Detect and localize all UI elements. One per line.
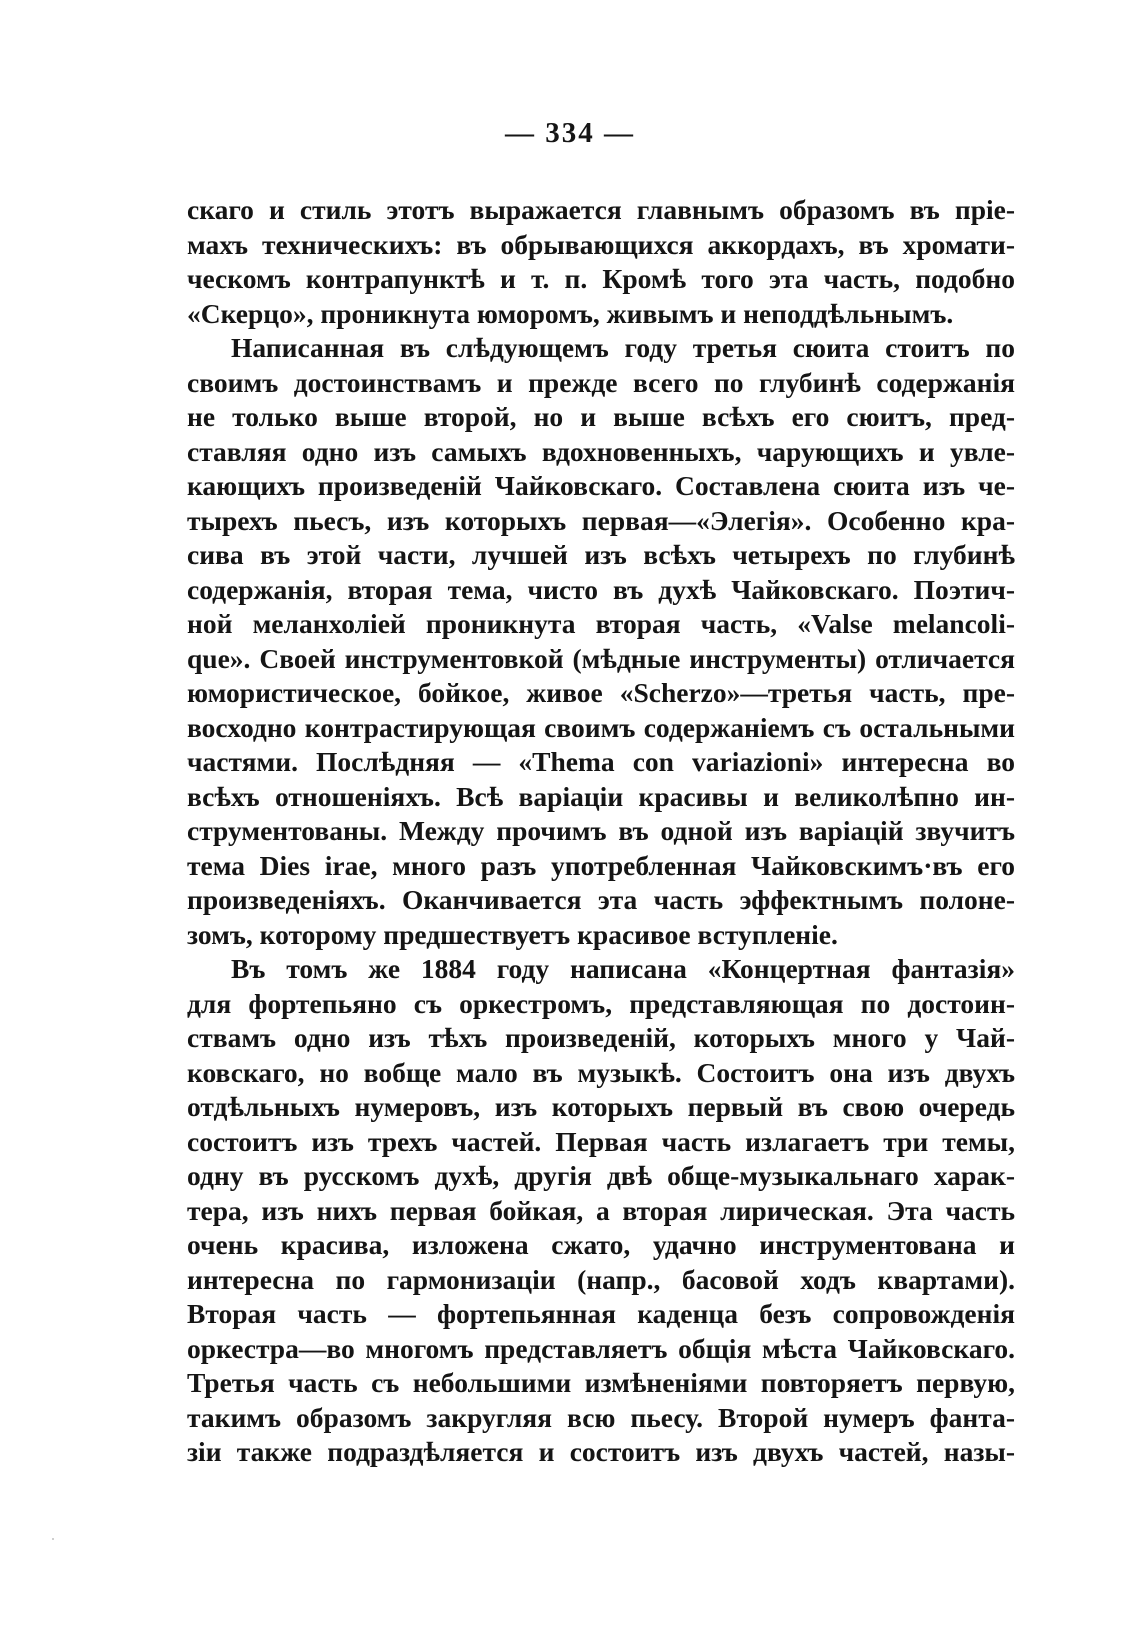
text-line: оркестра—во многомъ представляетъ общiя мѣста Чайковскаго. [187, 1332, 1015, 1364]
text-line: струментованы. Между прочимъ въ одной изъ варiацiй звучитъ [187, 815, 1015, 846]
text-line: махъ техническихъ: въ обрывающихся аккордахъ, въ хромати- [187, 228, 1015, 260]
text-line: для фортепьяно съ оркестромъ, представляющая по достоин- [187, 987, 1015, 1019]
text-line: всѣхъ отношенiяхъ. Всѣ варiацiи красивы и великолѣпно ин- [187, 780, 1015, 812]
text-line: своимъ достоинствамъ и прежде всего по глубинѣ содержанiя [187, 366, 1015, 398]
text-line: очень красива, изложена сжато, удачно инструментована и [187, 1229, 1015, 1260]
text-line: ческомъ контрапунктѣ и т. п. Кромѣ того эта часть, подобно [187, 263, 1015, 294]
text-line: такимъ образомъ закругляя всю пьесу. Второй нумеръ фанта- [187, 1401, 1015, 1433]
text-line: ставляя одно изъ самыхъ вдохновенныхъ, чарующихъ и увле- [187, 435, 1015, 467]
text-line: произведенiяхъ. Оканчивается эта часть эффектнымъ полоне- [187, 884, 1015, 915]
paragraph-first-line: Написанная въ слѣдующемъ году третья сюита стоитъ по [231, 332, 1015, 363]
text-line: Третья часть съ небольшими измѣненiями повторяетъ первую, [187, 1367, 1015, 1398]
text-line: отдѣльныхъ нумеровъ, изъ которыхъ первый въ свою очередь [187, 1091, 1015, 1122]
text-line: частями. Послѣдняя — «Thema con variazioni» интересна во [187, 746, 1015, 777]
text-line: состоитъ изъ трехъ частей. Первая часть излагаетъ три темы, [187, 1125, 1015, 1157]
text-line: зомъ, которому предшествуетъ красивое вступленiе. [187, 918, 838, 950]
text-line: содержанiя, вторая тема, чисто въ духѣ Чайковскаго. Поэтич- [187, 573, 1015, 605]
text-line: одну въ русскомъ духѣ, другiя двѣ обще-музыкальнаго харак- [187, 1160, 1015, 1191]
text-line: тырехъ пьесъ, изъ которыхъ первая—«Элегiя». Особенно кра- [187, 504, 1015, 536]
text-line: кающихъ произведенiй Чайковскаго. Составлена сюита изъ че- [187, 470, 1015, 501]
page-number: — 334 — [505, 117, 635, 149]
paragraph-first-line: Въ томъ же 1884 году написана «Концертная фантазiя» [231, 953, 1015, 984]
text-line: не только выше второй, но и выше всѣхъ его сюитъ, пред- [187, 401, 1015, 432]
body-text [187, 193, 1015, 1470]
text-line: зiи также подраздѣляется и состоитъ изъ двухъ частей, назы- [187, 1436, 1015, 1467]
text-line: ной меланхолiей проникнута вторая часть, «Valse melancoli- [187, 608, 1015, 639]
text-line: ствамъ одно изъ тѣхъ произведенiй, которыхъ много у Чай- [187, 1022, 1015, 1053]
text-line: сива въ этой части, лучшей изъ всѣхъ четырехъ по глубинѣ [187, 539, 1015, 570]
text-line: «Скерцо», проникнута юморомъ, живымъ и неподдѣльнымъ. [187, 297, 954, 329]
text-line: тема Dies irae, много разъ употребленная Чайковскимъ·въ его [187, 849, 1015, 881]
text-line: Вторая часть — фортепьянная каденца безъ сопровожденiя [187, 1298, 1015, 1329]
text-line: восходно контрастирующая своимъ содержанiемъ съ остальными [187, 711, 1015, 743]
text-line: тера, изъ нихъ первая бойкая, а вторая лирическая. Эта часть [187, 1194, 1015, 1226]
text-line: que». Своей инструментовкой (мѣдные инструменты) отличается [187, 642, 1015, 674]
text-line: интересна по гармонизацiи (напр., басовой ходъ квартами). [187, 1263, 1015, 1295]
text-line: ковскаго, но вобще мало въ музыкѣ. Состоитъ она изъ двухъ [187, 1056, 1015, 1088]
text-line: юмористическое, бойкое, живое «Scherzo»—третья часть, пре- [187, 677, 1015, 708]
paper-speck [52, 1538, 54, 1540]
text-line: скаго и стиль этотъ выражается главнымъ образомъ въ прiе- [187, 194, 1015, 225]
